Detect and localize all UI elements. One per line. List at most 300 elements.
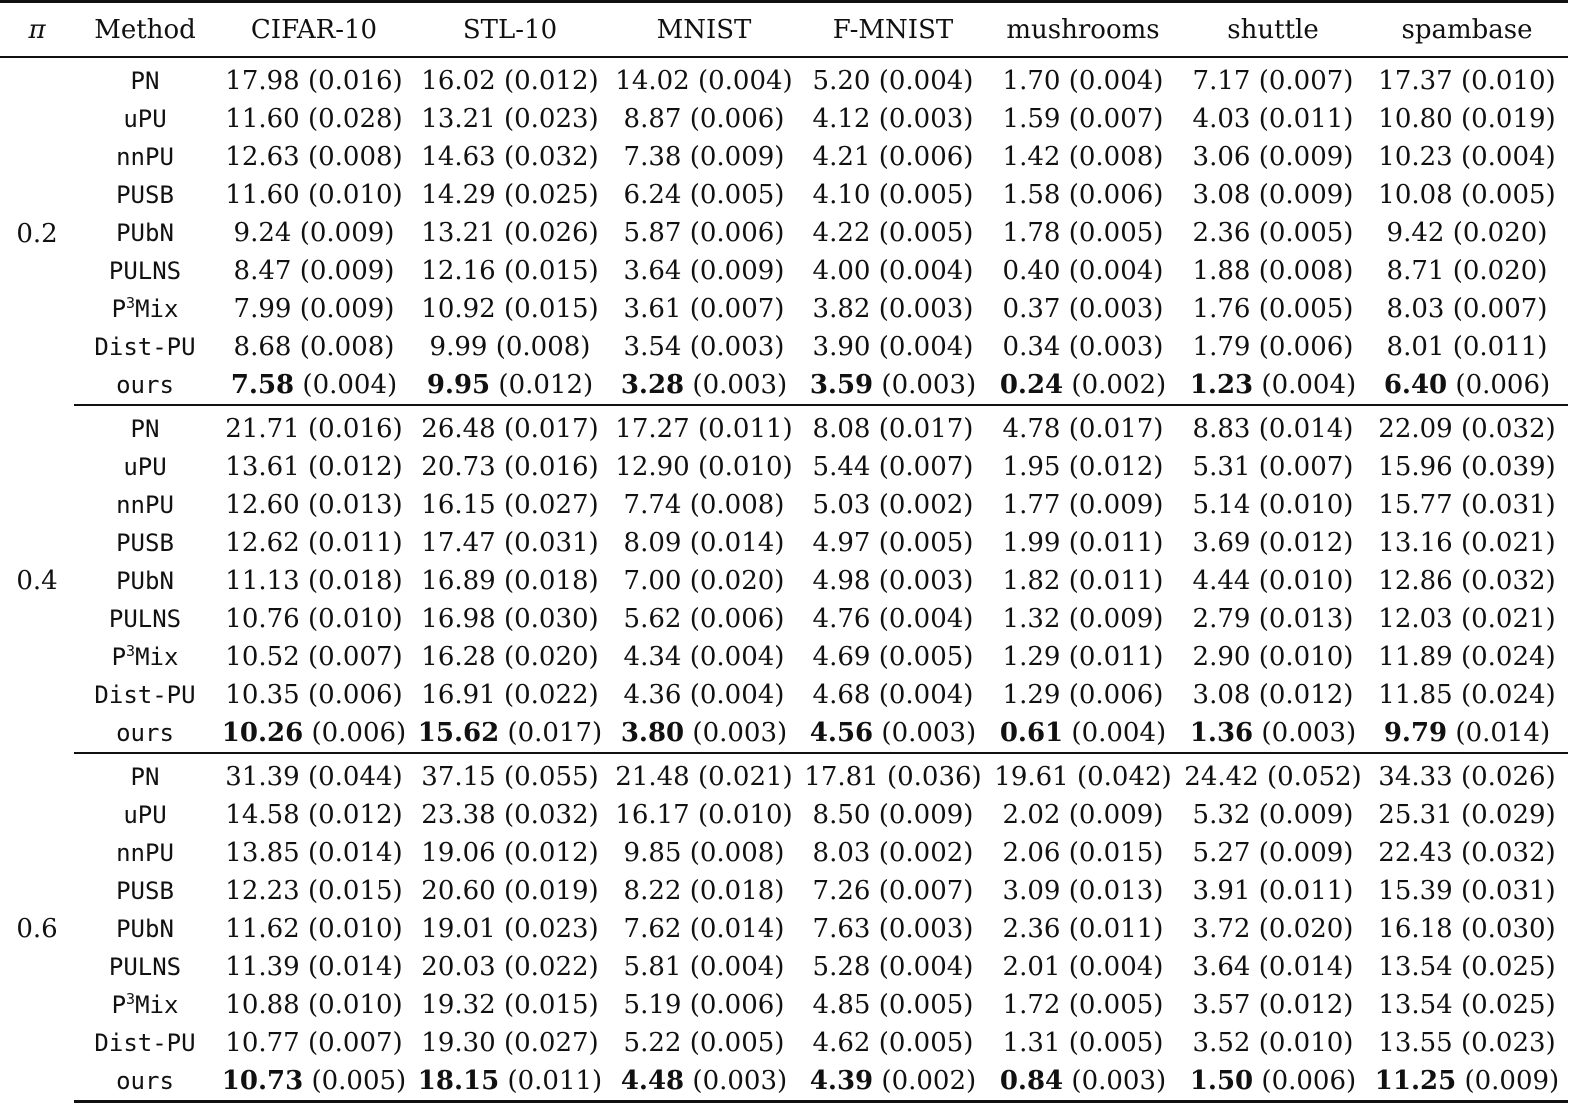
result-cell: [800, 328, 986, 366]
result-cell: [1180, 562, 1366, 600]
std-value: (0.011): [1068, 914, 1164, 944]
result-cell: [412, 290, 608, 328]
result-cell: [800, 676, 986, 714]
std-value: (0.003): [878, 914, 974, 944]
error-value: 4.62: [812, 1028, 871, 1058]
std-value: (0.012): [307, 452, 403, 482]
error-value: 4.00: [812, 256, 871, 286]
std-value: (0.004): [689, 952, 785, 982]
result-cell: [1180, 290, 1366, 328]
method-label: uPU: [123, 105, 167, 133]
error-value: 9.95: [426, 370, 491, 400]
std-value: (0.015): [503, 256, 599, 286]
error-value: 15.96: [1378, 452, 1453, 482]
result-cell: [412, 1024, 608, 1062]
error-value: 4.48: [620, 1066, 685, 1096]
method-name: [74, 252, 216, 290]
method-label: PN: [130, 67, 160, 95]
result-cell: [608, 796, 800, 834]
table-row: [0, 1024, 1568, 1062]
error-value: 3.72: [1192, 914, 1251, 944]
method-name: [74, 448, 216, 486]
error-value: 21.71: [225, 414, 300, 444]
std-value: (0.052): [1266, 762, 1362, 792]
std-value: (0.042): [1076, 762, 1172, 792]
error-value: 5.22: [623, 1028, 682, 1058]
result-cell: [412, 1062, 608, 1102]
std-value: (0.026): [1460, 762, 1556, 792]
std-value: (0.002): [881, 1066, 977, 1096]
result-cell: [1366, 328, 1568, 366]
error-value: 16.17: [615, 800, 690, 830]
result-cell: [608, 600, 800, 638]
error-value: 17.81: [804, 762, 879, 792]
method-name: [74, 138, 216, 176]
error-value: 10.52: [225, 642, 300, 672]
result-cell: [800, 405, 986, 448]
std-value: (0.005): [1068, 1028, 1164, 1058]
pi-group-0.2: [0, 57, 1568, 405]
error-value: 1.70: [1002, 66, 1061, 96]
std-value: (0.021): [1460, 604, 1556, 634]
std-value: (0.009): [299, 256, 395, 286]
std-value: (0.005): [878, 218, 974, 248]
error-value: 3.08: [1192, 180, 1251, 210]
std-value: (0.007): [307, 642, 403, 672]
std-value: (0.005): [1068, 218, 1164, 248]
result-cell: [986, 486, 1180, 524]
table-row: [0, 676, 1568, 714]
method-superscript: 3: [126, 990, 136, 1008]
error-value: 3.64: [1192, 952, 1251, 982]
method-name: [74, 100, 216, 138]
error-value: 16.89: [421, 566, 496, 596]
error-value: 8.03: [1386, 294, 1445, 324]
result-cell: [986, 328, 1180, 366]
method-label: PUbN: [116, 219, 174, 247]
error-value: 4.68: [812, 680, 871, 710]
result-cell: [412, 328, 608, 366]
table-row: [0, 448, 1568, 486]
error-value: 3.09: [1002, 876, 1061, 906]
error-value: 2.36: [1192, 218, 1251, 248]
result-cell: [216, 872, 412, 910]
result-cell: [986, 948, 1180, 986]
result-cell: [1180, 1062, 1366, 1102]
result-cell: [412, 486, 608, 524]
table-row: [0, 872, 1568, 910]
result-cell: [608, 328, 800, 366]
error-value: 8.83: [1192, 414, 1251, 444]
error-value: 1.99: [1002, 528, 1061, 558]
table-row: [0, 834, 1568, 872]
std-value: (0.011): [1068, 642, 1164, 672]
std-value: (0.004): [697, 66, 793, 96]
result-cell: [608, 834, 800, 872]
table-row: [0, 214, 1568, 252]
result-cell: [1366, 834, 1568, 872]
std-value: (0.025): [1460, 990, 1556, 1020]
table-row: [0, 290, 1568, 328]
error-value: 1.50: [1189, 1066, 1254, 1096]
result-cell: [608, 405, 800, 448]
result-cell: [608, 714, 800, 753]
std-value: (0.013): [1068, 876, 1164, 906]
std-value: (0.003): [689, 332, 785, 362]
method-label: ours: [116, 1067, 174, 1095]
result-cell: [1180, 405, 1366, 448]
result-cell: [1180, 834, 1366, 872]
table-row: [0, 1062, 1568, 1102]
error-value: 16.98: [421, 604, 496, 634]
error-value: 13.21: [421, 218, 496, 248]
result-cell: [608, 138, 800, 176]
error-value: 25.31: [1378, 800, 1453, 830]
error-value: 20.60: [421, 876, 496, 906]
std-value: (0.010): [1258, 490, 1354, 520]
error-value: 8.50: [812, 800, 871, 830]
method-name: [74, 405, 216, 448]
method-label: Dist-PU: [94, 681, 196, 709]
error-value: 5.19: [623, 990, 682, 1020]
pi-value: 0.4: [16, 566, 58, 596]
std-value: (0.004): [1071, 718, 1167, 748]
std-value: (0.016): [503, 452, 599, 482]
table-row: [0, 57, 1568, 100]
result-cell: [800, 214, 986, 252]
error-value: 1.23: [1189, 370, 1254, 400]
std-value: (0.015): [503, 294, 599, 324]
table-row: [0, 562, 1568, 600]
method-name: [74, 1062, 216, 1102]
result-cell: [800, 176, 986, 214]
error-value: 3.54: [623, 332, 682, 362]
method-label: ours: [116, 371, 174, 399]
method-name: [74, 366, 216, 405]
std-value: (0.012): [1258, 528, 1354, 558]
result-cell: [216, 366, 412, 405]
error-value: 11.62: [225, 914, 300, 944]
std-value: (0.032): [503, 800, 599, 830]
error-value: 23.38: [421, 800, 496, 830]
result-cell: [1366, 524, 1568, 562]
error-value: 0.24: [999, 370, 1064, 400]
result-cell: [216, 600, 412, 638]
result-cell: [800, 366, 986, 405]
std-value: (0.009): [878, 800, 974, 830]
error-value: 4.85: [812, 990, 871, 1020]
result-cell: [1366, 448, 1568, 486]
result-cell: [1366, 176, 1568, 214]
result-cell: [412, 834, 608, 872]
method-name: [74, 290, 216, 328]
result-cell: [1366, 100, 1568, 138]
std-value: (0.010): [307, 604, 403, 634]
std-value: (0.012): [503, 838, 599, 868]
error-value: 4.97: [812, 528, 871, 558]
std-value: (0.004): [878, 332, 974, 362]
error-value: 3.06: [1192, 142, 1251, 172]
std-value: (0.003): [881, 718, 977, 748]
method-label: PULNS: [108, 953, 182, 981]
error-value: 3.28: [620, 370, 685, 400]
std-value: (0.010): [697, 800, 793, 830]
table-row: [0, 486, 1568, 524]
std-value: (0.014): [1258, 414, 1354, 444]
std-value: (0.015): [307, 876, 403, 906]
std-value: (0.008): [1258, 256, 1354, 286]
error-value: 4.69: [812, 642, 871, 672]
column-header-pi: π: [0, 2, 74, 58]
error-value: 2.79: [1192, 604, 1251, 634]
method-suffix: Mix: [135, 643, 179, 671]
error-value: 13.54: [1378, 990, 1453, 1020]
std-value: (0.012): [498, 370, 594, 400]
result-cell: [986, 100, 1180, 138]
std-value: (0.003): [1068, 332, 1164, 362]
error-value: 3.80: [620, 718, 685, 748]
table-row: [0, 252, 1568, 290]
header-row: [0, 2, 1568, 58]
result-cell: [800, 796, 986, 834]
column-header-mushrooms: mushrooms: [986, 2, 1180, 58]
std-value: (0.012): [503, 66, 599, 96]
error-value: 3.64: [623, 256, 682, 286]
result-cell: [216, 986, 412, 1024]
std-value: (0.031): [503, 528, 599, 558]
result-cell: [412, 252, 608, 290]
std-value: (0.003): [878, 566, 974, 596]
result-cell: [216, 948, 412, 986]
method-name: [74, 562, 216, 600]
std-value: (0.017): [507, 718, 603, 748]
error-value: 19.30: [421, 1028, 496, 1058]
result-cell: [986, 910, 1180, 948]
std-value: (0.008): [299, 332, 395, 362]
result-cell: [216, 1024, 412, 1062]
std-value: (0.010): [1258, 642, 1354, 672]
std-value: (0.013): [307, 490, 403, 520]
result-cell: [608, 676, 800, 714]
std-value: (0.006): [1068, 180, 1164, 210]
error-value: 4.56: [809, 718, 874, 748]
error-value: 17.27: [615, 414, 690, 444]
result-cell: [986, 714, 1180, 753]
method-superscript: 3: [126, 642, 136, 660]
result-cell: [1180, 986, 1366, 1024]
error-value: 12.62: [225, 528, 300, 558]
result-cell: [216, 138, 412, 176]
result-cell: [1180, 176, 1366, 214]
result-cell: [608, 910, 800, 948]
table-row: [0, 910, 1568, 948]
result-cell: [1180, 948, 1366, 986]
error-value: 1.58: [1002, 180, 1061, 210]
error-value: 3.08: [1192, 680, 1251, 710]
error-value: 2.02: [1002, 800, 1061, 830]
result-cell: [1366, 1062, 1568, 1102]
std-value: (0.021): [697, 762, 793, 792]
error-value: 6.40: [1383, 370, 1448, 400]
error-value: 9.85: [623, 838, 682, 868]
result-cell: [1366, 600, 1568, 638]
column-header-mnist: MNIST: [608, 2, 800, 58]
error-value: 3.57: [1192, 990, 1251, 1020]
error-value: 19.32: [421, 990, 496, 1020]
error-value: 4.44: [1192, 566, 1251, 596]
error-value: 10.35: [225, 680, 300, 710]
std-value: (0.036): [886, 762, 982, 792]
error-value: 11.25: [1374, 1066, 1457, 1096]
table-row: [0, 753, 1568, 796]
std-value: (0.020): [503, 642, 599, 672]
error-value: 31.39: [225, 762, 300, 792]
error-value: 11.60: [225, 104, 300, 134]
table-row: [0, 638, 1568, 676]
std-value: (0.012): [1068, 452, 1164, 482]
result-cell: [412, 948, 608, 986]
table-row: [0, 986, 1568, 1024]
std-value: (0.032): [1460, 414, 1556, 444]
result-cell: [412, 366, 608, 405]
std-value: (0.032): [1460, 566, 1556, 596]
result-cell: [1366, 638, 1568, 676]
error-value: 26.48: [421, 414, 496, 444]
std-value: (0.004): [878, 604, 974, 634]
error-value: 8.09: [623, 528, 682, 558]
error-value: 11.60: [225, 180, 300, 210]
std-value: (0.019): [1460, 104, 1556, 134]
std-value: (0.003): [878, 104, 974, 134]
result-cell: [216, 562, 412, 600]
error-value: 3.59: [809, 370, 874, 400]
error-value: 10.77: [225, 1028, 300, 1058]
result-cell: [986, 214, 1180, 252]
table-row: [0, 366, 1568, 405]
result-cell: [986, 1062, 1180, 1102]
result-cell: [800, 252, 986, 290]
error-value: 7.99: [233, 294, 292, 324]
std-value: (0.008): [495, 332, 591, 362]
std-value: (0.002): [1071, 370, 1167, 400]
error-value: 11.89: [1378, 642, 1453, 672]
result-cell: [800, 57, 986, 100]
std-value: (0.006): [689, 604, 785, 634]
result-cell: [608, 486, 800, 524]
result-cell: [216, 100, 412, 138]
result-cell: [412, 176, 608, 214]
error-value: 17.47: [421, 528, 496, 558]
std-value: (0.007): [1258, 452, 1354, 482]
result-cell: [1180, 524, 1366, 562]
std-value: (0.014): [689, 528, 785, 558]
error-value: 12.90: [615, 452, 690, 482]
error-value: 19.61: [994, 762, 1069, 792]
result-cell: [608, 100, 800, 138]
std-value: (0.007): [689, 294, 785, 324]
pi-value: 0.2: [16, 218, 58, 249]
result-cell: [608, 986, 800, 1024]
error-value: 8.01: [1386, 332, 1445, 362]
std-value: (0.009): [299, 218, 395, 248]
std-value: (0.003): [1261, 718, 1357, 748]
result-cell: [608, 753, 800, 796]
result-cell: [412, 753, 608, 796]
error-value: 1.29: [1002, 642, 1061, 672]
result-cell: [1366, 290, 1568, 328]
result-cell: [1366, 1024, 1568, 1062]
error-value: 18.15: [417, 1066, 500, 1096]
std-value: (0.008): [1068, 142, 1164, 172]
result-cell: [608, 57, 800, 100]
pi-group-0.6: [0, 753, 1568, 1102]
error-value: 5.27: [1192, 838, 1251, 868]
table-row: [0, 138, 1568, 176]
result-cell: [216, 753, 412, 796]
error-value: 3.91: [1192, 876, 1251, 906]
result-cell: [1366, 796, 1568, 834]
result-cell: [986, 138, 1180, 176]
method-label: PULNS: [108, 257, 182, 285]
error-value: 3.90: [812, 332, 871, 362]
method-label: ours: [116, 719, 174, 747]
result-cell: [1366, 910, 1568, 948]
std-value: (0.006): [878, 142, 974, 172]
std-value: (0.018): [307, 566, 403, 596]
error-value: 12.03: [1378, 604, 1453, 634]
method-label: PN: [130, 763, 160, 791]
std-value: (0.009): [689, 142, 785, 172]
std-value: (0.023): [1460, 1028, 1556, 1058]
std-value: (0.005): [878, 528, 974, 558]
std-value: (0.005): [311, 1066, 407, 1096]
std-value: (0.006): [1261, 1066, 1357, 1096]
result-cell: [216, 448, 412, 486]
error-value: 10.26: [221, 718, 304, 748]
method-name: [74, 910, 216, 948]
result-cell: [412, 676, 608, 714]
std-value: (0.006): [307, 680, 403, 710]
result-cell: [800, 986, 986, 1024]
result-cell: [412, 214, 608, 252]
result-cell: [216, 910, 412, 948]
result-cell: [216, 214, 412, 252]
std-value: (0.010): [1258, 566, 1354, 596]
std-value: (0.031): [1460, 490, 1556, 520]
error-value: 17.98: [225, 66, 300, 96]
method-name: [74, 214, 216, 252]
error-value: 1.82: [1002, 566, 1061, 596]
result-cell: [800, 486, 986, 524]
error-value: 22.43: [1378, 838, 1453, 868]
error-value: 7.17: [1192, 66, 1251, 96]
table-row: [0, 100, 1568, 138]
result-cell: [986, 753, 1180, 796]
result-cell: [608, 366, 800, 405]
error-value: 11.85: [1378, 680, 1453, 710]
std-value: (0.020): [1452, 218, 1548, 248]
std-value: (0.007): [1452, 294, 1548, 324]
result-cell: [986, 57, 1180, 100]
error-value: 3.69: [1192, 528, 1251, 558]
result-cell: [1180, 138, 1366, 176]
std-value: (0.008): [689, 490, 785, 520]
method-superscript: 3: [126, 294, 136, 312]
result-cell: [986, 638, 1180, 676]
error-value: 5.28: [812, 952, 871, 982]
std-value: (0.013): [1258, 604, 1354, 634]
std-value: (0.026): [503, 218, 599, 248]
